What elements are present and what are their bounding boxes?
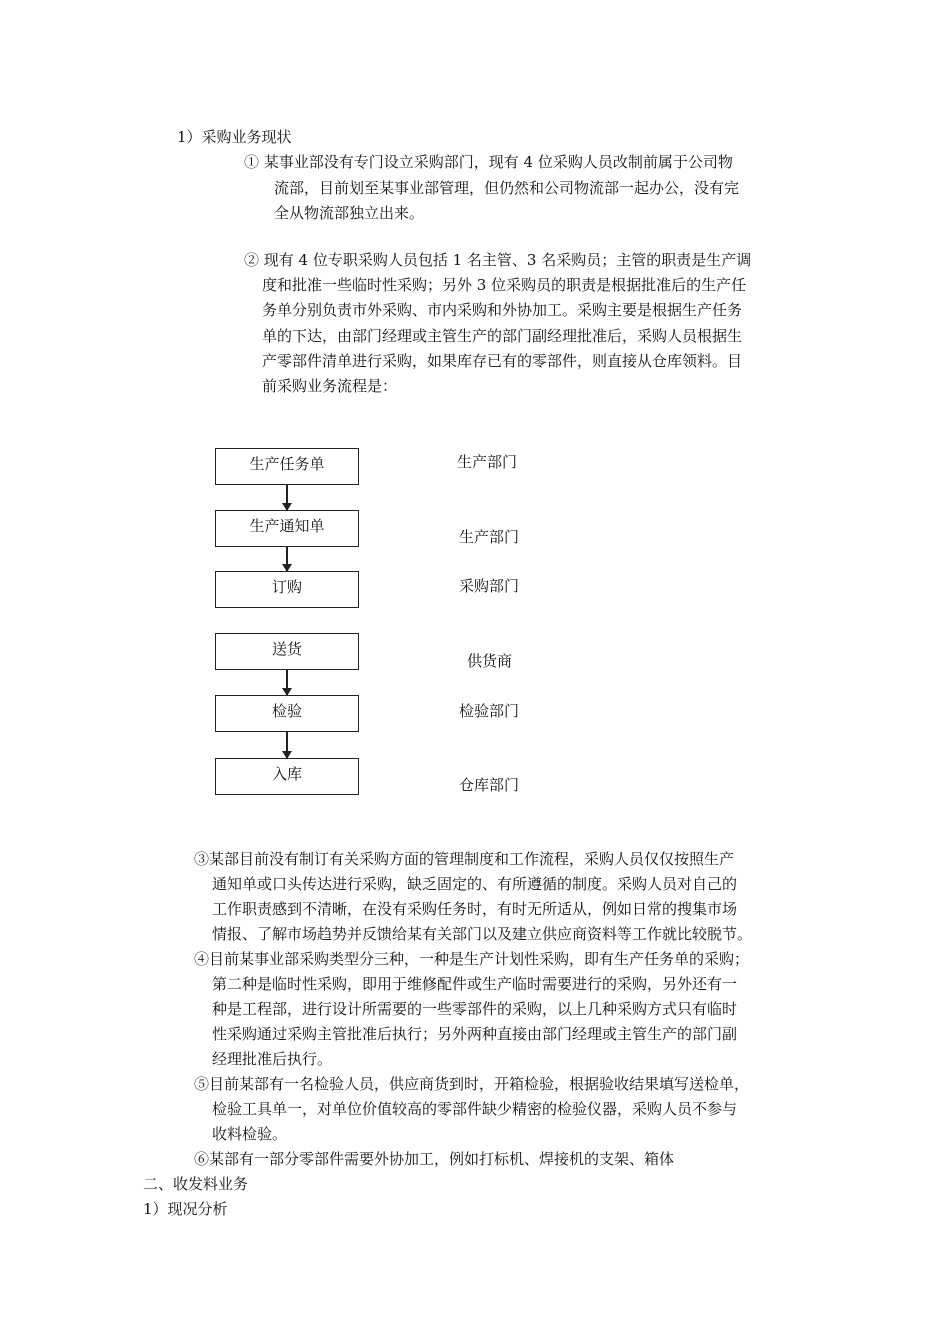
paragraph-2-line: ② 现有 4 位专职采购人员包括 1 名主管、3 名采购员；主管的职责是生产调 [244, 251, 752, 269]
paragraph-2-line: 单的下达，由部门经理或主管生产的部门副经理批准后，采购人员根据生 [262, 327, 743, 345]
flowchart-step-delivery: 送货 [215, 633, 359, 670]
paragraph-4-line: ④目前某事业部采购类型分三种，一种是生产计划性采购，即有生产任务单的采购； [194, 950, 750, 968]
flowchart-dept-label: 供货商 [467, 652, 513, 670]
paragraph-5-line: ⑤目前某部有一名检验人员，供应商货到时，开箱检验，根据验收结果填写送检单， [194, 1075, 750, 1093]
paragraph-2-line: 前采购业务流程是： [262, 377, 398, 395]
flowchart-dept-label: 生产部门 [459, 528, 520, 546]
section-heading: 1）采购业务现状 [177, 128, 292, 146]
flowchart-dept-label: 仓库部门 [459, 776, 520, 794]
paragraph-5-line: 收料检验。 [212, 1125, 288, 1143]
paragraph-4-line: 经理批准后执行。 [212, 1050, 333, 1068]
flowchart-arrow [286, 485, 288, 510]
flowchart-step-order: 订购 [215, 571, 359, 608]
flowchart-dept-label: 检验部门 [459, 702, 520, 720]
paragraph-2-line: 务单分别负责市外采购、市内采购和外协加工。采购主要是根据生产任务 [262, 301, 743, 319]
section-heading-2: 二、收发料业务 [143, 1175, 249, 1193]
flowchart-dept-label: 采购部门 [459, 577, 520, 595]
paragraph-4-line: 种是工程部，进行设计所需要的一些零部件的采购，以上几种采购方式只有临时 [212, 1000, 738, 1018]
paragraph-4-line: 性采购通过采购主管批准后执行；另外两种直接由部门经理或主管生产的部门副 [212, 1025, 738, 1043]
paragraph-3-line: 通知单或口头传达进行采购，缺乏固定的、有所遵循的制度。采购人员对自己的 [212, 875, 738, 893]
flowchart-arrow [286, 732, 288, 758]
subheading: 1）现况分析 [143, 1200, 228, 1218]
flowchart-arrow [286, 670, 288, 695]
flowchart-dept-label: 生产部门 [457, 453, 518, 471]
flowchart-step-production-notice: 生产通知单 [215, 510, 359, 547]
flowchart-step-production-task: 生产任务单 [215, 448, 359, 485]
paragraph-3-line: 情报、了解市场趋势并反馈给某有关部门以及建立供应商资料等工作就比较脱节。 [212, 925, 753, 943]
paragraph-3-line: ③某部目前没有制订有关采购方面的管理制度和工作流程，采购人员仅仅按照生产 [194, 850, 735, 868]
paragraph-4-line: 第二种是临时性采购，即用于维修配件或生产临时需要进行的采购，另外还有一 [212, 975, 738, 993]
paragraph-2-line: 度和批准一些临时性采购；另外 3 位采购员的职责是根据批准后的生产任 [262, 276, 747, 294]
paragraph-5-line: 检验工具单一，对单位价值较高的零部件缺少精密的检验仪器，采购人员不参与 [212, 1100, 738, 1118]
paragraph-6-line: ⑥某部有一部分零部件需要外协加工，例如打标机、焊接机的支架、箱体 [194, 1150, 675, 1168]
paragraph-1-line: 全从物流部独立出来。 [274, 204, 425, 222]
paragraph-3-line: 工作职责感到不清晰，在没有采购任务时，有时无所适从，例如日常的搜集市场 [212, 900, 738, 918]
paragraph-1-line: ① 某事业部没有专门设立采购部门，现有 4 位采购人员改制前属于公司物 [244, 153, 733, 171]
paragraph-2-line: 产零部件清单进行采购，如果库存已有的零部件，则直接从仓库领料。目 [262, 352, 743, 370]
paragraph-1-line: 流部，目前划至某事业部管理，但仍然和公司物流部一起办公，没有完 [274, 179, 740, 197]
flowchart-arrow [286, 547, 288, 571]
flowchart-step-inspection: 检验 [215, 695, 359, 732]
flowchart-step-warehousing: 入库 [215, 758, 359, 795]
